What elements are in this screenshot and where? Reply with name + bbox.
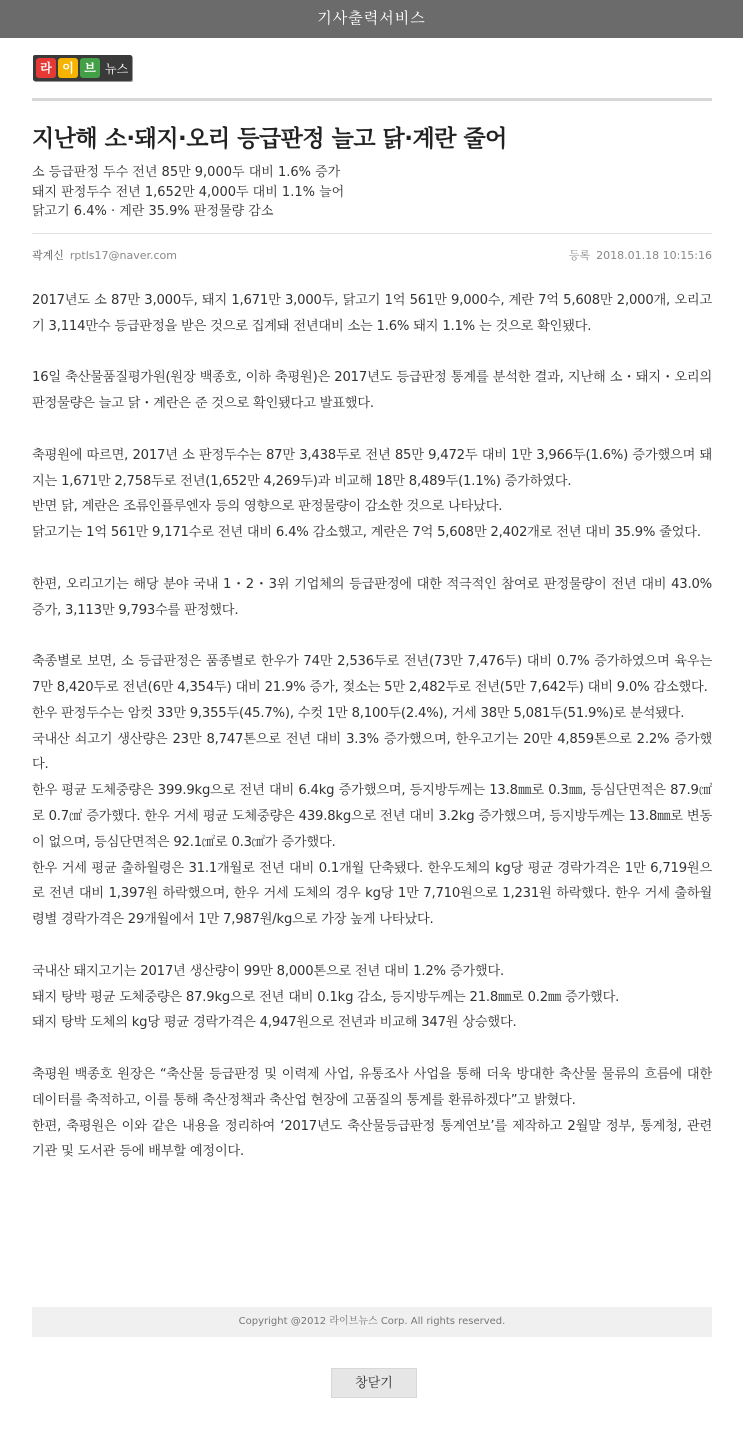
- article-paragraph: 한편, 오리고기는 해당 분야 국내 1・2・3위 기업체의 등급판정에 대한 적극적인 참여로 판정물량이 전년 대비 43.0% 증가, 3,113만 9,793수를 판정했다.: [32, 576, 712, 618]
- publish-date: [569, 247, 712, 263]
- copyright-text: Copyright @2012 라이브뉴스 Corp. All rights reserved.: [238, 1316, 506, 1327]
- article-paragraph: 반면 닭, 계란은 조류인플루엔자 등의 영향으로 판정물량이 감소한 것으로 나타났다.: [32, 499, 503, 515]
- article-paragraph: 축종별로 보면, 소 등급판정은 품종별로 한우가 74만 2,536두로 전년(73만 7,476두) 대비 0.7% 증가하였으며 육우는 7만 8,420두로 전년(6만 4,354두) 대비 21.9% 증가, 젖소는 5만 2,482두로 전년(5만 7,642두) 대비 9.0% 감소했다.: [32, 654, 712, 695]
- article-paragraph: 한편, 축평원은 이와 같은 내용을 정리하여 ‘2017년도 축산물등급판정 통계연보’를 제작하고 2월말 정부, 통계청, 관련 기관 및 도서관 등에 배부할 예정이다.: [32, 1118, 712, 1160]
- service-title: 기사출력서비스: [317, 9, 426, 27]
- logo-suffix: 뉴스: [105, 61, 129, 76]
- article-byline: [32, 247, 712, 263]
- article-paragraph: 국내산 돼지고기는 2017년 생산량이 99만 8,000톤으로 전년 대비 1.2% 증가했다.: [32, 963, 504, 979]
- paragraph-spacer: [32, 933, 712, 959]
- close-window-button[interactable]: 창닫기: [331, 1368, 417, 1398]
- article-paragraph: 16일 축산물품질평가원(원장 백종호, 이하 축평원)은 2017년도 등급판정 통계를 분석한 결과, 지난해 소・돼지・오리의 판정물량은 늘고 닭・계란은 준 것으로 확인됐다고 발표했다.: [32, 370, 712, 412]
- author-name: 곽계신: [32, 249, 64, 262]
- logo-char-1: 라: [36, 58, 56, 78]
- article-paragraph: 닭고기는 1억 561만 9,171수로 전년 대비 6.4% 감소했고, 계란은 7억 5,608만 2,402개로 전년 대비 35.9% 줄었다.: [32, 525, 701, 541]
- article-paragraph: 축평원에 따르면, 2017년 소 판정두수는 87만 3,438두로 전년 85만 9,472두 대비 1만 3,966두(1.6%) 증가했으며 돼지는 1,671만 2,758두로 전년(1,652만 4,269두)과 비교해 18만 8,489두(1.1%) 증가하였다.: [32, 447, 712, 489]
- article-paragraph: 한우 거세 평균 출하월령은 31.1개월로 전년 대비 0.1개월 단축됐다. 한우도체의 kg당 평균 경락가격은 1만 6,719원으로 전년 대비 1,397원 하락했으며, 한우 거세 도체의 경우 kg당 1만 7,710원으로 1,231원 하락했다. 한우 거세 출하월령별 경락가격은 29개월에서 1만 7,987원/kg으로 가장 높게 나타났다.: [32, 860, 712, 928]
- paragraph-spacer: [32, 417, 712, 443]
- article-paragraph: 한우 판정두수는 암컷 33만 9,355두(45.7%), 수컷 1만 8,100두(2.4%), 거세 38만 5,081두(51.9%)로 분석됐다.: [32, 705, 685, 721]
- article-paragraph: 축평원 백종호 원장은 “축산물 등급판정 및 이력제 사업, 유통조사 사업을 통해 더욱 방대한 축산물 물류의 흐름에 대한 데이터를 축적하고, 이를 통해 축산정책과 축산업 현장에 고품질의 통계를 환류하겠다”고 밝혔다.: [32, 1066, 712, 1108]
- article-title: 지난해 소·돼지·오리 등급판정 늘고 닭·계란 줄어: [32, 126, 507, 152]
- logo-char-3: 브: [80, 58, 100, 78]
- article-paragraph: 2017년도 소 87만 3,000두, 돼지 1,671만 3,000두, 닭고기 1억 561만 9,000수, 계란 7억 5,608만 2,000개, 오리고기 3,114만수 등급판정을 받은 것으로 집계돼 전년대비 소는 1.6% 돼지 1.1% 는 것으로 확인됐다.: [32, 293, 712, 334]
- date-value: 2018.01.18 10:15:16: [596, 249, 712, 262]
- article-paragraph: 돼지 탕박 도체의 kg당 평균 경락가격은 4,947원으로 전년과 비교해 347원 상승했다.: [32, 1015, 517, 1031]
- date-label: 등록: [568, 249, 591, 262]
- subtitle-line: 소 등급판정 두수 전년 85만 9,000두 대비 1.6% 증가: [32, 165, 341, 180]
- logo-char-2: 이: [58, 58, 78, 78]
- article-body: [32, 288, 712, 1165]
- paragraph-spacer: [32, 546, 712, 572]
- article-subtitles: [32, 163, 344, 222]
- copyright-footer: [32, 1307, 712, 1337]
- paragraph-spacer: [32, 340, 712, 366]
- article-paragraph: 돼지 탕박 평균 도체중량은 87.9kg으로 전년 대비 0.1kg 감소, 등지방두께는 21.8㎜로 0.2㎜ 증가했다.: [32, 989, 620, 1005]
- paragraph-spacer: [32, 623, 712, 649]
- paragraph-spacer: [32, 1036, 712, 1062]
- subtitle-line: 돼지 판정두수 전년 1,652만 4,000두 대비 1.1% 늘어: [32, 184, 345, 200]
- service-header: [0, 0, 743, 38]
- subtitle-divider: [32, 233, 712, 234]
- author-email: rptls17@naver.com: [69, 249, 177, 262]
- site-logo: [33, 55, 132, 81]
- header-divider: [32, 98, 712, 101]
- subtitle-line: 닭고기 6.4% · 계란 35.9% 판정물량 감소: [32, 204, 274, 219]
- article-paragraph: 국내산 쇠고기 생산량은 23만 8,747톤으로 전년 대비 3.3% 증가했으며, 한우고기는 20만 4,859톤으로 2.2% 증가했다.: [32, 731, 712, 773]
- article-paragraph: 한우 평균 도체중량은 399.9kg으로 전년 대비 6.4kg 증가했으며, 등지방두께는 13.8㎜로 0.3㎜, 등심단면적은 87.9㎠로 0.7㎠ 증가했다. 한우 거세 평균 도체중량은 439.8kg으로 전년 대비 3.2kg 증가했으며, 등지방두께는 13.8㎜로 변동이 없으며, 등심단면적은 92.1㎠로 0.3㎠가 증가했다.: [32, 783, 712, 850]
